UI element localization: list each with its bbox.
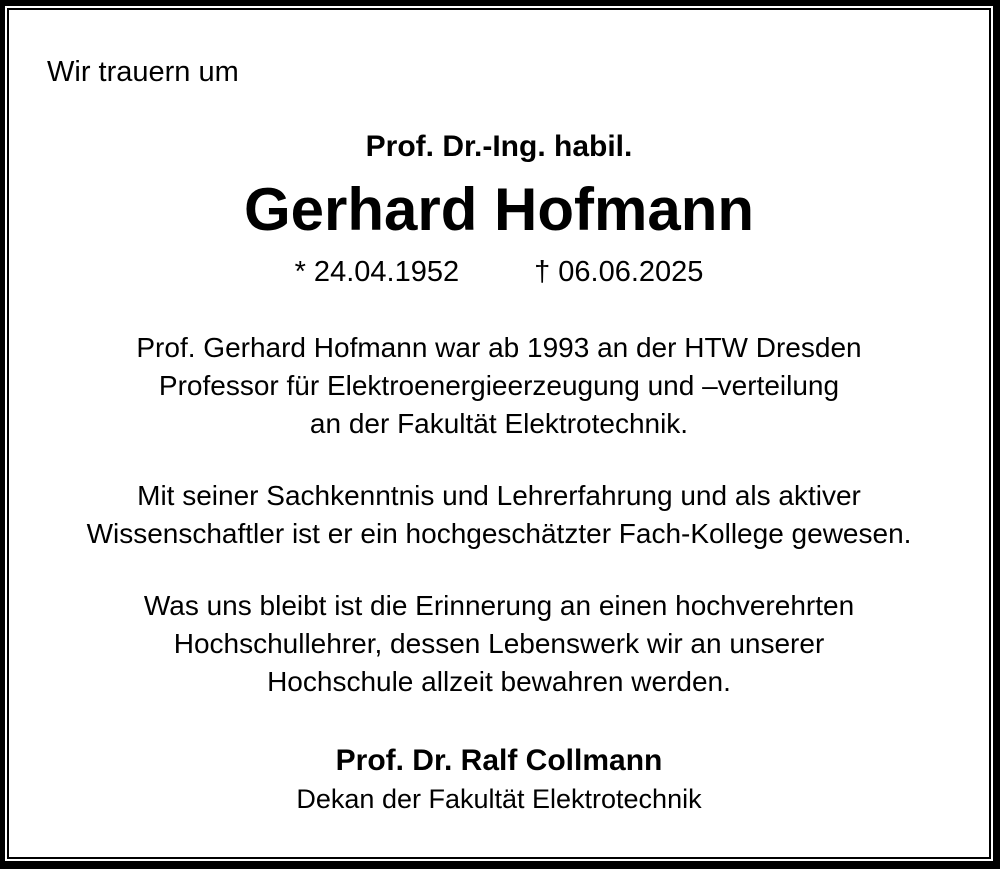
- inner-border-frame: [7, 8, 991, 859]
- paragraph-line: Hochschullehrer, dessen Lebenswerk wir an unserer: [173, 628, 825, 659]
- obituary-paragraph-1: [9, 329, 989, 443]
- paragraph-line: Was uns bleibt ist die Erinnerung an einen hochverehrten: [143, 590, 855, 621]
- paragraph-line: Hochschule allzeit bewahren werden.: [267, 666, 731, 697]
- life-dates: [9, 255, 989, 289]
- frame-gap: [5, 6, 993, 861]
- signature-role: Dekan der Fakultät Elektrotechnik: [296, 784, 702, 814]
- paragraph-line: Wissenschaftler ist er ein hochgeschätzter Fach-Kollege gewesen.: [86, 518, 912, 549]
- paragraph-line: Mit seiner Sachkenntnis und Lehrerfahrung und als aktiver: [137, 480, 861, 511]
- paragraph-line: Prof. Gerhard Hofmann war ab 1993 an der HTW Dresden: [136, 332, 862, 363]
- death-date: † 06.06.2025: [534, 256, 704, 288]
- salutation-text: Wir trauern um: [47, 56, 239, 88]
- deceased-name: Gerhard Hofmann: [243, 176, 755, 243]
- honorific-title: Prof. Dr.-Ing. habil.: [365, 130, 633, 163]
- obituary-paragraph-3: [9, 587, 989, 701]
- paragraph-line: Professor für Elektroenergieerzeugung und –verteilung: [158, 370, 840, 401]
- paragraph-line: an der Fakultät Elektrotechnik.: [309, 408, 689, 439]
- signature-name: Prof. Dr. Ralf Collmann: [335, 744, 663, 777]
- birth-date: * 24.04.1952: [294, 256, 460, 288]
- obituary-paragraph-2: [9, 477, 989, 553]
